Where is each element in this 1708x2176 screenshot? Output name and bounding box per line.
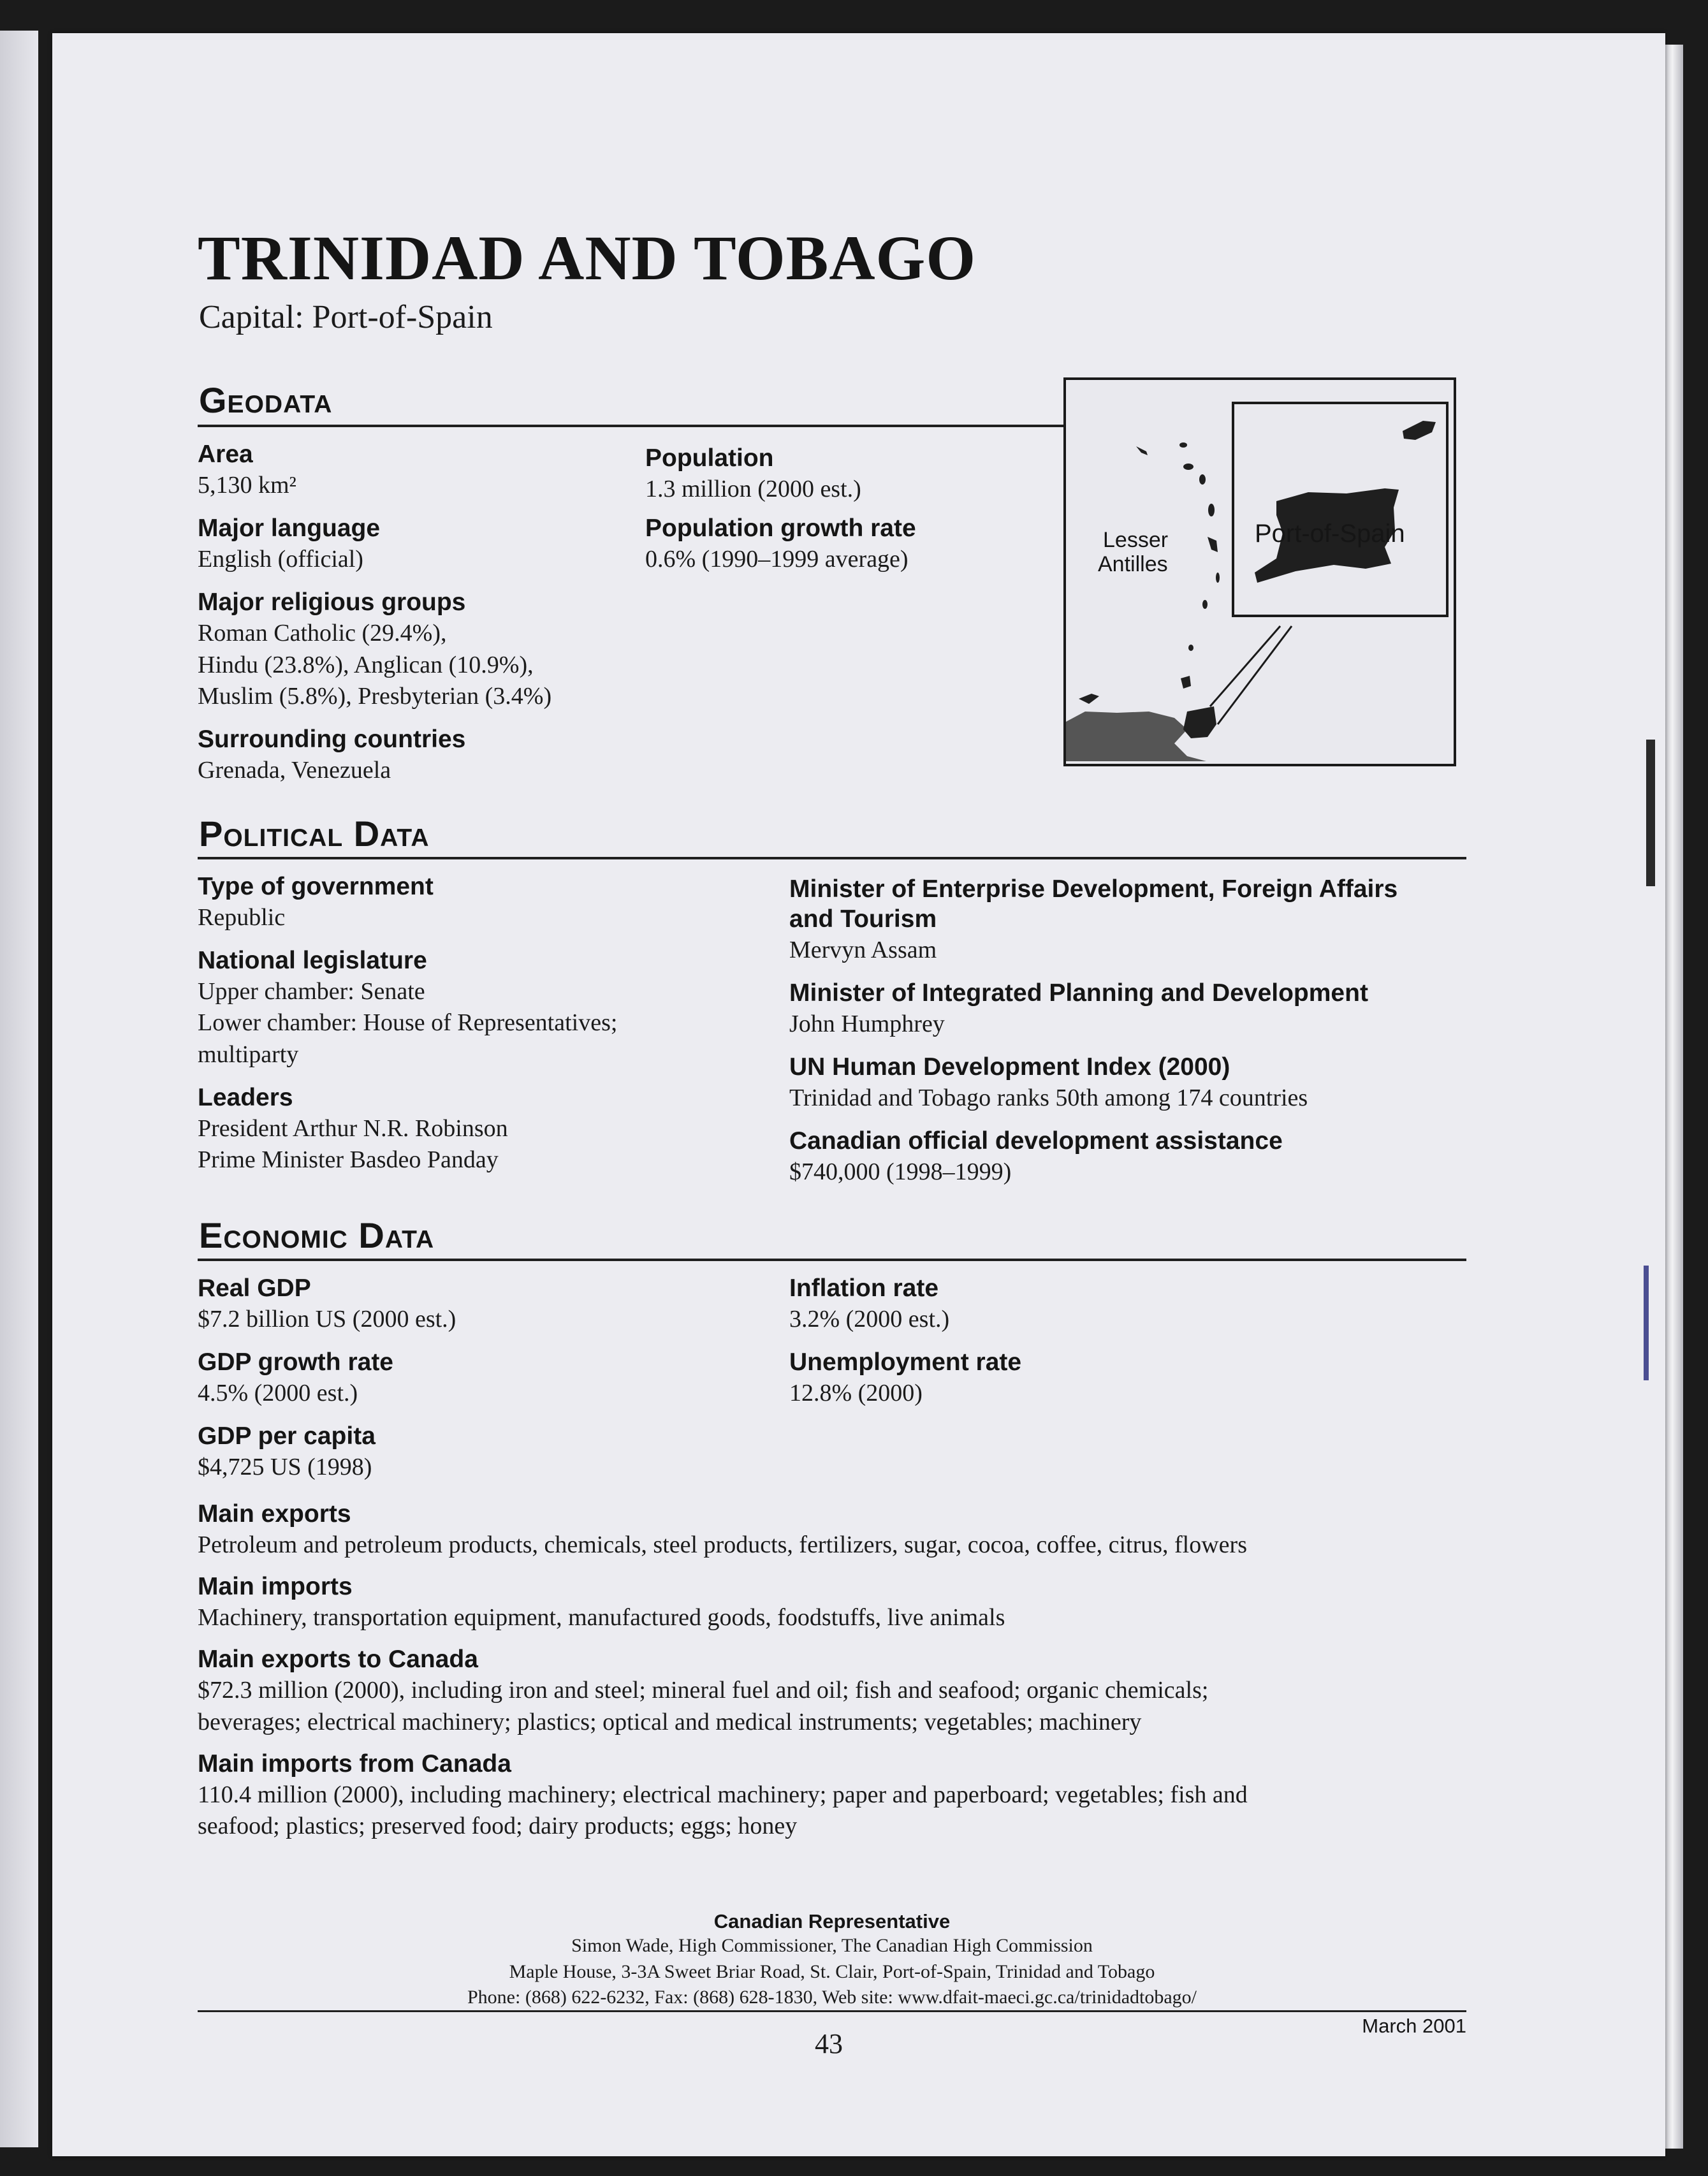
exports-to-canada-line: beverages; electrical machinery; plastics; optical and medical instruments; vegetables; machinery xyxy=(198,1708,1142,1735)
population-growth-value: 0.6% (1990–1999 average) xyxy=(645,545,909,573)
map-graphic xyxy=(1066,380,1454,764)
gdp-growth-value: 4.5% (2000 est.) xyxy=(198,1379,358,1406)
antilles-island xyxy=(1199,474,1206,485)
inset-pointer-line xyxy=(1218,626,1292,724)
antilles-island xyxy=(1188,645,1193,651)
real-gdp-label: Real GDP xyxy=(198,1274,311,1302)
religion-line: Muslim (5.8%), Presbyterian (3.4%) xyxy=(198,682,552,710)
minister-planning-value: John Humphrey xyxy=(789,1010,945,1037)
antilles-island xyxy=(1208,504,1215,516)
political-right-column xyxy=(789,875,1478,1188)
economic-left-column xyxy=(198,1274,771,1484)
page-tab-marker-blue xyxy=(1644,1266,1649,1380)
area-value: 5,130 km² xyxy=(198,471,296,499)
minister-foreign-label-cont: and Tourism xyxy=(789,905,937,933)
surrounding-label: Surrounding countries xyxy=(198,726,466,754)
exports-to-canada-line: $72.3 million (2000), including iron and steel; mineral fuel and oil; fish and seafood; organic chemicals; xyxy=(198,1677,1209,1704)
population-growth-label: Population growth rate xyxy=(645,515,916,543)
capital-subtitle: Capital: Port-of-Spain xyxy=(199,299,493,335)
leaders-label: Leaders xyxy=(198,1084,293,1112)
geodata-rule xyxy=(198,425,1065,427)
population-label: Population xyxy=(645,444,774,472)
leaders-line: Prime Minister Basdeo Panday xyxy=(198,1146,499,1174)
leaders-line: President Arthur N.R. Robinson xyxy=(198,1114,508,1142)
geodata-heading: Geodata xyxy=(199,380,333,420)
antilles-island xyxy=(1179,442,1187,448)
minister-foreign-value: Mervyn Assam xyxy=(789,936,937,963)
trinidad-small xyxy=(1183,706,1216,738)
surrounding-value: Grenada, Venezuela xyxy=(198,757,391,784)
page-number: 43 xyxy=(815,2028,843,2059)
representative-line: Simon Wade, High Commissioner, The Canadian High Commission xyxy=(571,1935,1093,1956)
unemployment-label: Unemployment rate xyxy=(789,1348,1022,1376)
government-label: Type of government xyxy=(198,873,434,900)
minister-foreign-label: Minister of Enterprise Development, Foreign Affairs xyxy=(789,875,1398,903)
political-heading: Political Data xyxy=(199,814,430,854)
hdi-label: UN Human Development Index (2000) xyxy=(789,1053,1230,1081)
map-label-antilles: Antilles xyxy=(1098,552,1168,576)
footer-rule xyxy=(198,2010,1466,2012)
antilles-island xyxy=(1079,694,1099,704)
venezuela-coast xyxy=(1066,712,1206,761)
religion-line: Roman Catholic (29.4%), xyxy=(198,620,447,647)
area-label: Area xyxy=(198,441,253,468)
economic-right-column xyxy=(789,1274,1363,1409)
map-label-capital: Port-of-Spain xyxy=(1255,520,1405,548)
language-value: English (official) xyxy=(198,545,363,573)
canadian-representative-block xyxy=(198,1910,1466,2011)
page-stack-edge xyxy=(1665,45,1683,2149)
inflation-label: Inflation rate xyxy=(789,1274,939,1302)
antilles-island xyxy=(1208,537,1218,552)
political-rule xyxy=(198,857,1466,859)
page-tab-marker xyxy=(1646,740,1655,886)
location-map xyxy=(1063,377,1456,766)
tobago-island xyxy=(1403,421,1436,440)
grenada-island xyxy=(1181,676,1191,689)
gdp-growth-label: GDP growth rate xyxy=(198,1348,393,1376)
oda-label: Canadian official development assistance xyxy=(789,1127,1283,1155)
political-left-column xyxy=(198,872,771,1176)
geodata-left-column xyxy=(198,440,644,787)
inset-pointer-line xyxy=(1210,626,1280,706)
imports-from-canada-label: Main imports from Canada xyxy=(198,1749,511,1778)
economic-rule xyxy=(198,1259,1466,1261)
religion-line: Hindu (23.8%), Anglican (10.9%), xyxy=(198,651,534,678)
imports-label: Main imports xyxy=(198,1573,353,1601)
trade-block xyxy=(198,1500,1473,1843)
exports-label: Main exports xyxy=(198,1500,351,1528)
country-title: TRINIDAD AND TOBAGO xyxy=(198,223,977,293)
representative-heading: Canadian Representative xyxy=(713,1910,951,1932)
language-label: Major language xyxy=(198,515,381,543)
gdp-per-capita-label: GDP per capita xyxy=(198,1422,376,1450)
representative-address: Maple House, 3-3A Sweet Briar Road, St. Clair, Port-of-Spain, Trinidad and Tobago xyxy=(509,1961,1155,1982)
government-value: Republic xyxy=(198,903,286,931)
unemployment-value: 12.8% (2000) xyxy=(789,1379,923,1406)
inflation-value: 3.2% (2000 est.) xyxy=(789,1305,950,1333)
imports-from-canada-line: seafood; plastics; preserved food; dairy products; eggs; honey xyxy=(198,1813,798,1840)
map-label-lesser: Lesser xyxy=(1103,528,1169,552)
imports-value: Machinery, transportation equipment, manufactured goods, foodstuffs, live animals xyxy=(198,1603,1005,1631)
geodata-right-column xyxy=(645,444,1053,575)
legislature-label: National legislature xyxy=(198,947,427,975)
antilles-island xyxy=(1136,446,1148,455)
hdi-value: Trinidad and Tobago ranks 50th among 174 countries xyxy=(789,1084,1308,1111)
publication-date: March 2001 xyxy=(1362,2015,1466,2037)
legislature-line: multiparty xyxy=(198,1041,299,1068)
facing-page-edge xyxy=(0,31,38,2147)
oda-value: $740,000 (1998–1999) xyxy=(789,1158,1012,1186)
population-value: 1.3 million (2000 est.) xyxy=(645,475,861,502)
representative-contact: Phone: (868) 622-6232, Fax: (868) 628-1830, Web site: www.dfait-maeci.gc.ca/trinidadtobago/ xyxy=(467,1987,1197,2008)
exports-to-canada-label: Main exports to Canada xyxy=(198,1646,478,1674)
exports-value: Petroleum and petroleum products, chemicals, steel products, fertilizers, sugar, cocoa, coffee, citrus, flowers xyxy=(198,1531,1247,1558)
legislature-line: Upper chamber: Senate xyxy=(198,977,425,1005)
gdp-per-capita-value: $4,725 US (1998) xyxy=(198,1454,372,1481)
imports-from-canada-line: 110.4 million (2000), including machinery; electrical machinery; paper and paperboard; vegetables; fish and xyxy=(198,1781,1248,1808)
minister-planning-label: Minister of Integrated Planning and Development xyxy=(789,979,1368,1007)
religion-label: Major religious groups xyxy=(198,588,466,617)
antilles-island xyxy=(1216,573,1220,583)
real-gdp-value: $7.2 billion US (2000 est.) xyxy=(198,1305,456,1333)
antilles-island xyxy=(1202,600,1208,609)
antilles-island xyxy=(1183,464,1193,470)
economic-heading: Economic Data xyxy=(199,1215,435,1255)
legislature-line: Lower chamber: House of Representatives; xyxy=(198,1009,618,1037)
